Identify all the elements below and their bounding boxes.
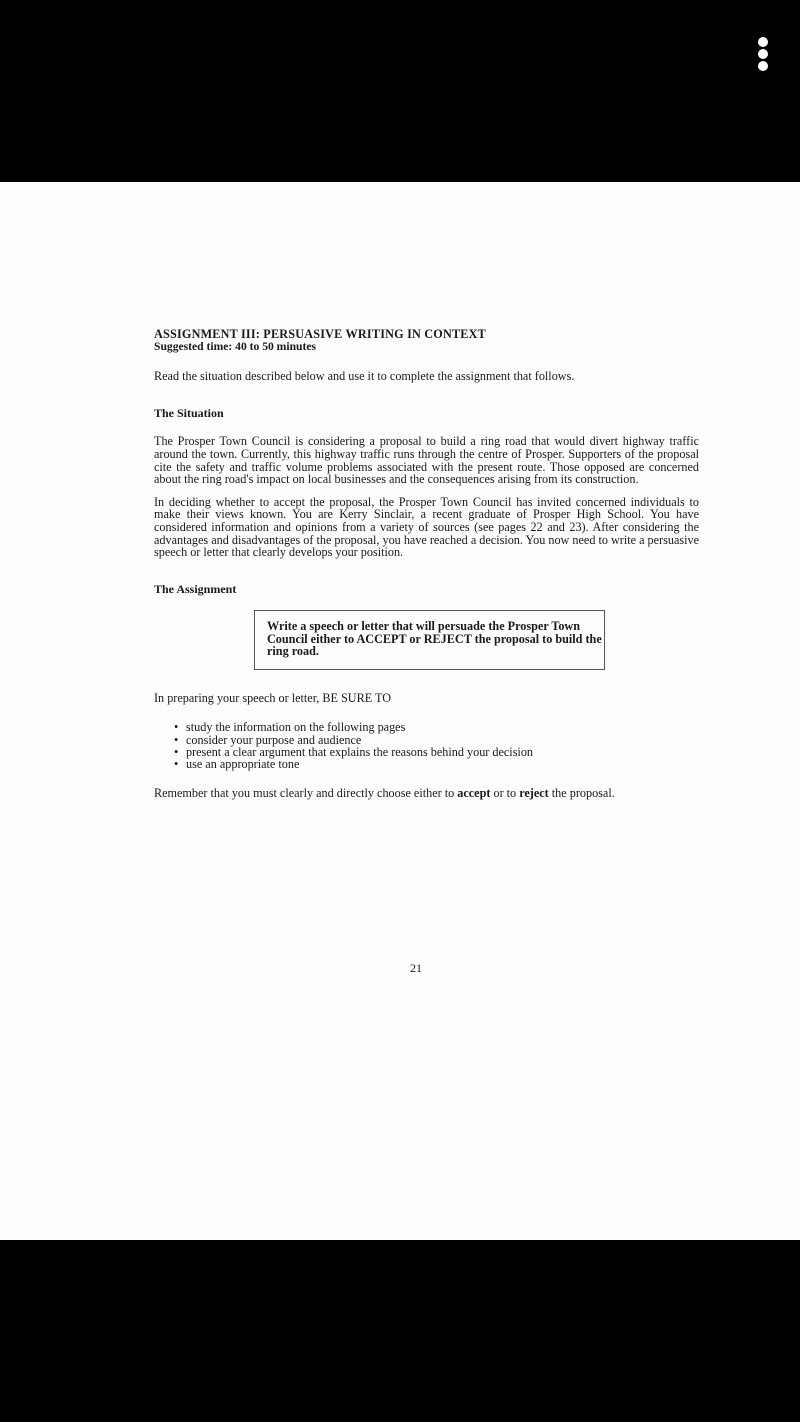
closing-part-2: or to xyxy=(490,785,520,800)
menu-dot xyxy=(758,37,768,47)
suggested-time: Suggested time: 40 to 50 minutes xyxy=(154,339,316,353)
assignment-title: The Assignment xyxy=(154,581,237,596)
closing-text xyxy=(154,787,674,800)
situation-title: The Situation xyxy=(154,405,224,420)
assignment-heading: ASSIGNMENT III: PERSUASIVE WRITING IN CONTEXT xyxy=(154,327,486,341)
intro-text: Read the situation described below and use it to complete the assignment that follows. xyxy=(154,369,575,384)
requirements-list xyxy=(174,721,699,771)
menu-dot xyxy=(758,49,768,59)
list-item: • use an appropriate tone xyxy=(174,758,699,770)
list-item: • present a clear argument that explains the reasons behind your decision xyxy=(174,746,699,758)
document-page xyxy=(0,182,800,1240)
situation-paragraph-1: The Prosper Town Council is considering a proposal to build a ring road that would divert highway traffic around the town. Currently, this highway traffic runs through the centre of Prosper. Supporters of the proposal cite the safety and traffic volume problems associated with the present route. Those opposed are concerned about the ring road's impact on local businesses and the consequences arising from its construction. xyxy=(154,434,699,487)
assignment-box: Write a speech or letter that will persuade the Prosper Town Council either to ACCEPT or REJECT the proposal to build the ring road. xyxy=(254,610,605,669)
document-body xyxy=(154,328,699,799)
list-item: • consider your purpose and audience xyxy=(174,734,699,746)
closing-part-3: the proposal. xyxy=(548,785,615,800)
situation-paragraph-2: In deciding whether to accept the proposal, the Prosper Town Council has invited concerned individuals to make their views known. You are Kerry Sinclair, a recent graduate of Prosper High School. You have considered information and opinions from a variety of sources (see pages 22 and 23). After considering the advantages and disadvantages of the proposal, you have reached a decision. You now need to write a persuasive speech or letter that clearly develops your position. xyxy=(154,494,699,560)
viewer-top-bar xyxy=(0,0,800,182)
viewer-bottom-bar xyxy=(0,1240,800,1422)
closing-accept: accept xyxy=(457,785,491,800)
menu-dot xyxy=(758,61,768,71)
list-item: • study the information on the following pages xyxy=(174,721,699,733)
page-number: 21 xyxy=(410,961,422,975)
closing-part-1: Remember that you must clearly and directly choose either to xyxy=(154,785,458,800)
closing-reject: reject xyxy=(519,785,549,800)
more-vertical-icon[interactable] xyxy=(752,34,774,74)
preparing-text: In preparing your speech or letter, BE SURE TO xyxy=(154,690,392,705)
